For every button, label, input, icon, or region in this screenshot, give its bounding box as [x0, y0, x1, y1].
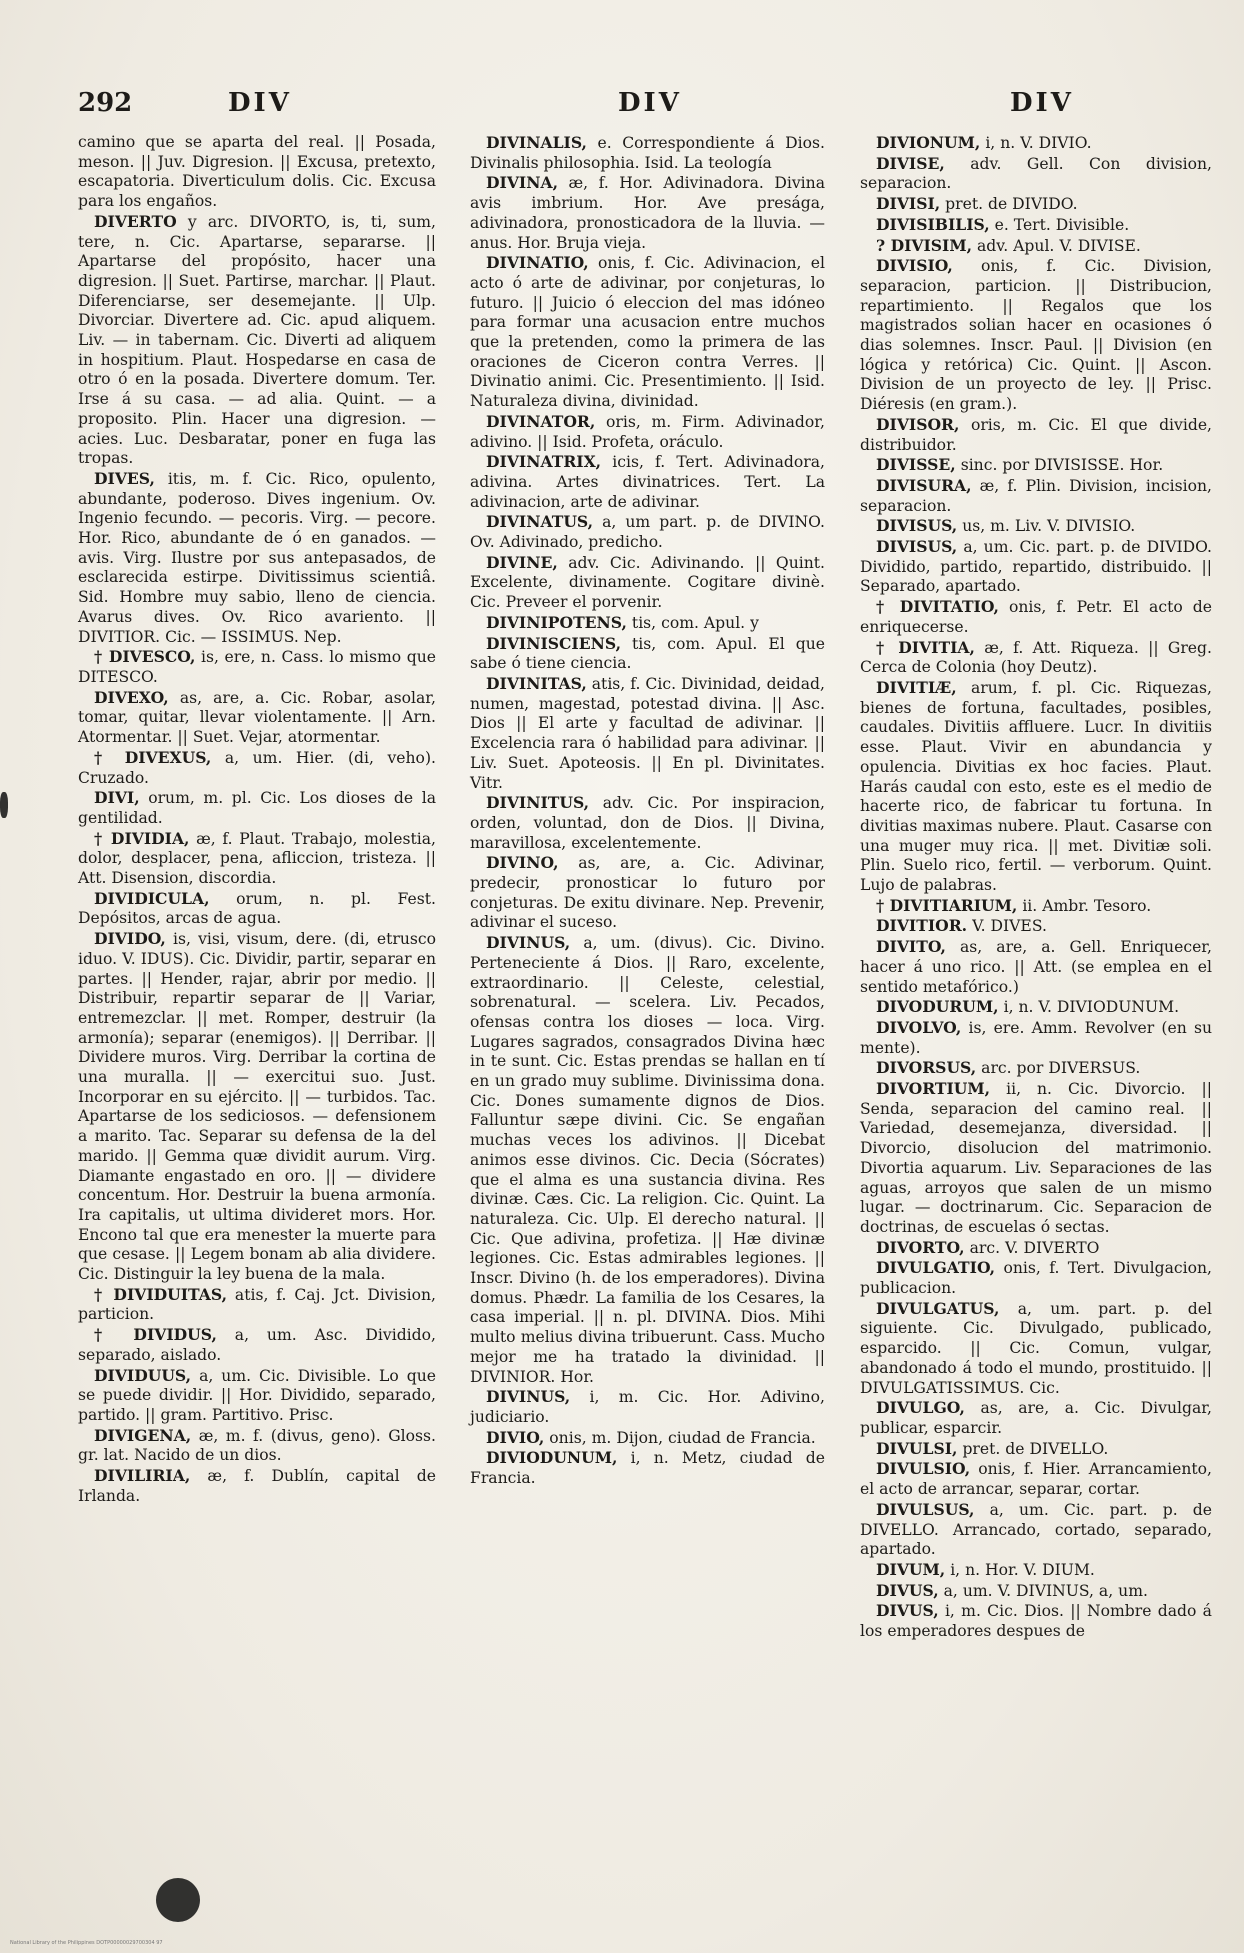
entry-definition: is, ere. Amm. Revolver (en su mente).	[860, 1018, 1212, 1057]
entry-definition: æ, f. Att. Riqueza. || Greg. Cerca de Colonia (hoy Deutz).	[860, 638, 1212, 677]
column-center	[470, 133, 825, 1489]
column-left	[78, 133, 436, 1507]
dictionary-entry	[78, 1426, 436, 1466]
entry-definition: oris, m. Cic. El que divide, distribuidor.	[860, 415, 1212, 454]
entry-headword: DIVINITAS,	[486, 673, 587, 693]
entry-definition: onis, m. Dijon, ciudad de Francia.	[549, 1428, 816, 1447]
entry-headword: DIVITIÆ,	[876, 677, 957, 697]
dictionary-entry	[470, 512, 825, 552]
entry-definition: æ, f. Dublín, capital de Irlanda.	[78, 1467, 436, 1505]
entry-definition: i, m. Cic. Dios. || Nombre dado á los emperadores despues de	[860, 1602, 1212, 1641]
entry-headword: DIVINA,	[486, 173, 558, 193]
entry-headword: DIVUS,	[876, 1580, 939, 1600]
dictionary-entry	[860, 1258, 1212, 1298]
entry-headword: DIVULSIO,	[876, 1459, 971, 1479]
dictionary-entry	[860, 1238, 1212, 1259]
dictionary-entry	[860, 1560, 1212, 1581]
entry-definition: pret. de DIVELLO.	[962, 1439, 1109, 1458]
entry-definition: pret. de DIVIDO.	[945, 195, 1078, 214]
entry-definition: æ, f. Plin. Division, incision, separacion.	[860, 476, 1212, 515]
entry-headword: DIVITIOR.	[876, 916, 968, 936]
entry-headword: † DIVITIARIUM,	[876, 895, 1018, 915]
dictionary-entry	[860, 1058, 1212, 1079]
dictionary-entry	[470, 253, 825, 412]
dictionary-entry	[860, 1601, 1212, 1641]
dictionary-entry	[78, 929, 436, 1285]
dictionary-entry	[860, 1079, 1212, 1238]
entry-definition: æ, f. Plaut. Trabajo, molestia, dolor, desplacer, pena, afliccion, tristeza. || Att. Disension, discordia.	[78, 829, 437, 888]
entry-definition: æ, m. f. (divus, geno). Gloss. gr. lat. Nacido de un dios.	[78, 1426, 437, 1465]
entry-headword: DIVIDO,	[94, 929, 166, 949]
entry-headword: DIVISI,	[876, 194, 941, 214]
entry-headword: DIVINE,	[486, 552, 558, 572]
entry-definition: a, um. V. DIVINUS, a, um.	[943, 1581, 1148, 1600]
entry-headword: DIVERTO	[94, 211, 177, 231]
entry-headword: DIVITO,	[876, 937, 946, 957]
entry-definition: atis, f. Caj. Jct. Division, particion.	[78, 1285, 436, 1324]
running-head-center: DIV	[618, 88, 682, 118]
entry-definition: as, are, a. Cic. Robar, asolar, tomar, quitar, llevar violentamente. || Arn. Atormentar. || Suet. Vejar, atormentar.	[78, 688, 436, 747]
running-head-right: DIV	[1010, 88, 1074, 118]
running-head-left: DIV	[228, 88, 292, 118]
entry-headword: DIVISSE,	[876, 455, 956, 475]
entry-headword: DIVUM,	[876, 1559, 946, 1579]
entry-headword: † DIVITIA,	[876, 637, 975, 657]
entry-headword: DIVULSUS,	[876, 1499, 975, 1519]
entry-headword: DIVIODUNUM,	[486, 1448, 618, 1468]
entry-definition: orum, n. pl. Fest. Depósitos, arcas de agua.	[78, 889, 436, 928]
entry-definition: onis, f. Hier. Arrancamiento, el acto de arrancar, separar, cortar.	[860, 1460, 1212, 1499]
dictionary-entry	[860, 997, 1212, 1018]
dictionary-entry	[860, 133, 1212, 154]
entry-headword: DIVINO,	[486, 853, 559, 873]
entry-headword: DIVI,	[94, 788, 140, 808]
page-number: 292	[78, 88, 133, 118]
entry-headword: † DIVIDUITAS,	[94, 1284, 228, 1304]
dictionary-entry	[78, 889, 436, 929]
entry-headword: DIVISE,	[876, 153, 945, 173]
entry-definition: arc. por DIVERSUS.	[981, 1059, 1141, 1078]
dictionary-entry	[470, 1448, 825, 1488]
entry-definition: i, m. Cic. Hor. Adivino, judiciario.	[470, 1388, 825, 1426]
dictionary-entry	[860, 1459, 1212, 1499]
entry-definition: a, um. Cic. part. p. de DIVIDO. Dividido, partido, repartido, distribuido. || Separado, apartado.	[860, 538, 1212, 596]
entry-headword: DIVINATRIX,	[486, 452, 602, 472]
dictionary-entry	[78, 788, 436, 828]
dictionary-entry	[860, 1299, 1212, 1399]
entry-definition: a, um. (divus). Cic. Divino. Perteneciente á Dios. || Raro, excelente, extraordinario. || Celeste, celestial, sobrenatural. — scelera. Liv. Pecados, ofensas contra los dioses — loca. Virg. Lugares sagrados, consagrados Divina hæc in te sunt. Cic. Estas prendas se hallan en tí en un grado muy sublime. Divinissima dona. Cic. Dones sumamente dignos de Dios. Falluntur sæpe divini. Cic. Se engañan muchas veces los adivinos. || Dicebat animos esse divinos. Cic. Decia (Sócrates) que el alma es una sustancia divina. Res divinæ. Cæs. Cic. La religion. Cic. Quint. La naturaleza. Cic. Ulp. El derecho natural. || Cic. Que adivina, profetiza. || Hæ divinæ legiones. Cic. Estas admirables legiones. || Inscr. Divino (h. de los emperadores). Divina domus. Phædr. La familia de los Cesares, la casa imperial. || n. pl. DIVINA. Dios. Mihi multo melius divina tribuerunt. Cass. Mucho mejor me ha tratado la divinidad. || DIVINIOR. Hor.	[470, 934, 826, 1386]
dictionary-entry	[78, 688, 436, 748]
entry-headword: DIVORTO,	[876, 1237, 965, 1257]
dictionary-entry	[470, 133, 825, 173]
dictionary-entry	[470, 412, 825, 452]
entry-definition: adv. Cic. Por inspiracion, orden, voluntad, don de Dios. || Divina, maravillosa, excelentemente.	[470, 794, 825, 852]
entry-headword: DIVISIBILIS,	[876, 214, 990, 234]
entry-definition: atis, f. Cic. Divinidad, deidad, numen, magestad, potestad divina. || Asc. Dios || El arte y facultad de adivinar. || Excelencia rara ó habilidad para adivinar. || Liv. Suet. Apoteosis. || En pl. Divinitates. Vitr.	[470, 674, 825, 792]
entry-headword: ? DIVISIM,	[876, 235, 973, 255]
entry-headword: † DIVEXUS,	[94, 747, 212, 767]
dictionary-entry	[470, 1428, 825, 1449]
dictionary-entry	[860, 537, 1212, 597]
entry-headword: † DIVESCO,	[94, 647, 196, 667]
entry-definition: arum, f. pl. Cic. Riquezas, bienes de fortuna, facultades, posibles, caudales. Divitiis affluere. Lucr. In divitiis esse. Plaut. Vivir en abundancia y opulencia. Divitias ex hoc facies. Plaut. Harás caudal con esto, este es el medio de hacerte rico, de fabricar tu fortuna. In divitias maximas nubere. Plaut. Casarse con una muger muy rica. || met. Divitiæ soli. Plin. Suelo rico, fertil. — verborum. Quint. Lujo de palabras.	[860, 678, 1212, 895]
entry-headword: DIVISUS,	[876, 516, 958, 536]
entry-definition: a, um. part. p. del siguiente. Cic. Divulgado, publicado, esparcido. || Cic. Comun, vulgar, abandonado á todo el mundo, prostituido. || DIVULGATISSIMUS. Cic.	[860, 1299, 1212, 1397]
dictionary-entry	[860, 1018, 1212, 1058]
entry-headword: DIVISOR,	[876, 414, 960, 434]
entry-definition: y arc. DIVORTO, is, ti, sum, tere, n. Cic. Apartarse, separarse. || Apartarse del propósito, hacer una digresion. || Suet. Partirse, marchar. || Plaut. Diferenciarse, ser desemejante. || Ulp. Divorciar. Divertere ad. Cic. apud aliquem. Liv. — in tabernam. Cic. Diverti ad aliquem in hospitium. Plaut. Hospedarse en casa de otro ó en la posada. Divertere domum. Ter. Irse á su casa. — ad alia. Quint. — a proposito. Plin. Hacer una digresion. — acies. Luc. Desbaratar, poner en fuga las tropas.	[78, 212, 436, 468]
dictionary-entry	[860, 638, 1212, 678]
dictionary-entry	[860, 916, 1212, 937]
entry-definition: a, um part. p. de DIVINO. Ov. Adivinado, predicho.	[470, 513, 825, 552]
entry-definition: adv. Apul. V. DIVISE.	[977, 236, 1141, 255]
running-header	[78, 88, 1208, 128]
dictionary-entry	[860, 896, 1212, 917]
entry-definition: i, n. V. DIVIO.	[985, 134, 1092, 152]
dictionary-entry	[78, 1466, 436, 1506]
dictionary-entry	[860, 516, 1212, 537]
entry-definition: orum, m. pl. Cic. Los dioses de la gentilidad.	[78, 789, 436, 827]
entry-definition: itis, m. f. Cic. Rico, opulento, abundante, poderoso. Dives ingenium. Ov. Ingenio fecundo. — pecoris. Virg. — pecore. Hor. Rico, abundante de ó en ganados. — avis. Virg. Ilustre por sus antepasados, de esclarecida estirpe. Divitissimus scientiâ. Sid. Hombre muy sabio, lleno de ciencia. Avarus dives. Ov. Rico avariento. || DIVITIOR. Cic. — ISSIMUS. Nep.	[78, 469, 436, 646]
dictionary-entry	[470, 793, 825, 853]
entry-headword: DIVINATIO,	[486, 253, 589, 273]
entry-definition: as, are, a. Gell. Enriquecer, hacer á uno rico. || Att. (se emplea en el sentido metafórico.)	[860, 938, 1212, 996]
dictionary-entry	[78, 1366, 436, 1426]
dictionary-entry	[860, 194, 1212, 215]
dictionary-entry	[470, 452, 825, 512]
entry-definition: ii. Ambr. Tesoro.	[1022, 896, 1152, 915]
dictionary-entry	[78, 469, 436, 647]
dictionary-entry	[78, 647, 436, 687]
dictionary-entry	[860, 236, 1212, 257]
dictionary-entry	[470, 173, 825, 253]
entry-definition: i, n. V. DIVIODUNUM.	[1003, 998, 1180, 1017]
entry-headword: DIVULGO,	[876, 1398, 965, 1418]
dictionary-entry	[860, 1581, 1212, 1602]
entry-headword: DIVINALIS,	[486, 133, 587, 152]
entry-headword: DIVUS,	[876, 1601, 939, 1621]
dictionary-entry	[860, 678, 1212, 896]
entry-definition: is, visi, visum, dere. (di, etrusco iduo. V. IDUS). Cic. Dividir, partir, separar en partes. || Hender, rajar, abrir por medio. || Distribuir, repartir separar de || Variar, entremezclar. || met. Romper, destruir (la armonía); separar (enemigos). || Derribar. || Dividere muros. Virg. Derribar la cortina de una muralla. || — exercitui suo. Just. Incorporar en su ejército. || — turbidos. Tac. Apartarse de los sediciosos. — defensionem a marito. Tac. Separar su defensa de la del marido. || Gemma quæ dividit aurum. Virg. Diamante engastado en oro. || — dividere concentum. Hor. Destruir la buena armonía. Ira capitalis, ut ultima divideret mors. Hor. Encono tal que era menester la muerte para que cesase. || Legem bonam ab alia dividere. Cic. Distinguir la ley buena de la mala.	[78, 930, 436, 1284]
dictionary-entry	[470, 634, 825, 674]
entry-headword: DIVISUS,	[876, 537, 958, 557]
entry-definition: as, are, a. Cic. Divulgar, publicar, esparcir.	[860, 1399, 1212, 1437]
entry-definition: onis, f. Cic. Division, separacion, particion. || Distribucion, repartimiento. || Regalos que los magistrados solian hacer en ocasiones ó dias solemnes. Inscr. Paul. || Division (en lógica y retórica) Cic. Quint. || Ascon. Division de un proyecto de ley. || Prisc. Diéresis (en gram.).	[860, 257, 1212, 414]
entry-definition: is, ere, n. Cass. lo mismo que DITESCO.	[78, 648, 436, 686]
dictionary-entry	[860, 1398, 1212, 1438]
entry-headword: DIVEXO,	[94, 687, 169, 707]
dictionary-entry	[470, 853, 825, 933]
entry-headword: DIVORSUS,	[876, 1058, 977, 1078]
entry-headword: † DIVIDUS,	[94, 1325, 217, 1345]
entry-definition: tis, com. Apul. El que sabe ó tiene ciencia.	[470, 634, 825, 673]
entry-headword: DIVISIO,	[876, 256, 953, 276]
entry-headword: DIVULGATIO,	[876, 1258, 996, 1278]
entry-headword: † DIVITATIO,	[876, 597, 999, 617]
entry-headword: † DIVIDIA,	[94, 828, 190, 848]
entry-headword: DIVINITUS,	[486, 793, 590, 813]
entry-headword: DIVIDUUS,	[94, 1365, 192, 1385]
dictionary-entry	[860, 256, 1212, 415]
dictionary-entry	[470, 613, 825, 634]
entry-definition: i, n. Metz, ciudad de Francia.	[470, 1449, 826, 1488]
dictionary-entry	[860, 154, 1212, 194]
entry-headword: DIVULGATUS,	[876, 1298, 1000, 1318]
entry-definition: adv. Cic. Adivinando. || Quint. Excelente, divinamente. Cogitare divinè. Cic. Preveer el porvenir.	[470, 553, 825, 612]
entry-definition: a, um. Cic. part. p. de DIVELLO. Arrancado, cortado, separado, apartado.	[860, 1500, 1212, 1559]
dictionary-entry	[860, 415, 1212, 455]
dictionary-entry	[78, 133, 436, 212]
entry-headword: DIVINUS,	[486, 933, 571, 953]
entry-definition: icis, f. Tert. Adivinadora, adivina. Artes divinatrices. Tert. La adivinacion, arte de adivinar.	[470, 453, 825, 511]
entry-headword: DIVIONUM,	[876, 133, 981, 152]
entry-headword: DIVES,	[94, 468, 155, 488]
entry-definition: V. DIVES.	[972, 917, 1047, 936]
entry-definition: as, are, a. Cic. Adivinar, predecir, pronosticar lo futuro por conjeturas. De exitu divinare. Nep. Prevenir, adivinar el suceso.	[470, 854, 825, 932]
entry-headword: DIVOLVO,	[876, 1017, 962, 1037]
entry-headword: DIVISURA,	[876, 475, 972, 495]
dictionary-entry	[78, 212, 436, 469]
entry-definition: sinc. por DIVISISSE. Hor.	[960, 456, 1164, 475]
entry-definition: æ, f. Hor. Adivinadora. Divina avis imbrium. Hor. Ave presága, adivinadora, pronosticadora de la lluvia. — anus. Hor. Bruja vieja.	[470, 174, 825, 252]
entry-definition: onis, f. Cic. Adivinacion, el acto ó arte de adivinar, por conjeturas, lo futuro. || Juicio ó eleccion del mas idóneo para formar una acusacion entre muchos que la pretenden, como la primera de las oraciones de Ciceron contra Verres. || Divinatio animi. Cic. Presentimiento. || Isid. Naturaleza divina, divinidad.	[470, 254, 825, 411]
dictionary-entry	[470, 1387, 825, 1427]
entry-headword: DIVINISCIENS,	[486, 633, 621, 653]
dictionary-entry	[860, 455, 1212, 476]
entry-definition: a, um. Asc. Dividido, separado, aislado.	[78, 1326, 436, 1364]
entry-definition: ii, n. Cic. Divorcio. || Senda, separacion del camino real. || Variedad, desemejanza, diversidad. || Divorcio, disolucion del matrimonio. Divortia aquarum. Liv. Separaciones de las aguas, arroyos que salen de un mismo lugar. — doctrinarum. Cic. Separacion de doctrinas, de escuelas ó sectas.	[860, 1080, 1212, 1236]
entry-definition: oris, m. Firm. Adivinador, adivino. || Isid. Profeta, oráculo.	[470, 412, 825, 451]
dictionary-entry	[470, 674, 825, 793]
dictionary-entry	[860, 1500, 1212, 1560]
entry-definition: e. Correspondiente á Dios. Divinalis philosophia. Isid. La teología	[470, 134, 825, 172]
dictionary-entry	[78, 1285, 436, 1325]
entry-headword: DIVIO,	[486, 1427, 545, 1447]
dictionary-entry	[78, 829, 436, 889]
entry-definition: e. Tert. Divisible.	[994, 215, 1130, 234]
ink-blot	[156, 1878, 200, 1922]
dictionary-entry	[860, 476, 1212, 516]
dictionary-entry	[860, 215, 1212, 236]
entry-definition: onis, f. Petr. El acto de enriquecerse.	[860, 598, 1212, 636]
entry-headword: DIVORTIUM,	[876, 1079, 991, 1099]
entry-definition: us, m. Liv. V. DIVISIO.	[962, 517, 1136, 536]
entry-definition: a, um. Hier. (di, veho). Cruzado.	[78, 748, 436, 787]
entry-headword: DIVINATOR,	[486, 411, 596, 431]
column-right	[860, 133, 1212, 1642]
entry-headword: DIVINIPOTENS,	[486, 612, 627, 632]
entry-definition: arc. V. DIVERTO	[969, 1238, 1100, 1257]
entry-headword: DIVODURUM,	[876, 997, 999, 1017]
ink-mark	[0, 792, 8, 818]
library-signature: National Library of the Philippines DOTP00000029700304 97	[10, 1940, 163, 1946]
entry-definition: adv. Gell. Con division, separacion.	[860, 154, 1212, 193]
dictionary-entry	[860, 597, 1212, 637]
entry-headword: DIVIDICULA,	[94, 888, 210, 908]
dictionary-entry	[470, 553, 825, 613]
dictionary-entry	[860, 1439, 1212, 1460]
dictionary-entry	[860, 937, 1212, 997]
dictionary-entry	[78, 748, 436, 788]
entry-headword: DIVILIRIA,	[94, 1466, 191, 1486]
entry-headword: DIVINUS,	[486, 1387, 571, 1407]
entry-definition: tis, com. Apul. y	[631, 613, 759, 632]
entry-definition: onis, f. Tert. Divulgacion, publicacion.	[860, 1259, 1212, 1298]
dictionary-entry	[470, 933, 825, 1387]
entry-definition: camino que se aparta del real. || Posada, meson. || Juv. Digresion. || Excusa, pretexto, escapatoria. Diverticulum dolis. Cic. Excusa para los engaños.	[78, 133, 436, 211]
entry-headword: DIVINATUS,	[486, 512, 594, 532]
entry-headword: DIVIGENA,	[94, 1425, 192, 1445]
entry-definition: a, um. Cic. Divisible. Lo que se puede dividir. || Hor. Dividido, separado, partido. || gram. Partitivo. Prisc.	[78, 1366, 436, 1424]
dictionary-entry	[78, 1325, 436, 1365]
entry-headword: DIVULSI,	[876, 1438, 958, 1458]
entry-definition: i, n. Hor. V. DIUM.	[950, 1560, 1095, 1579]
